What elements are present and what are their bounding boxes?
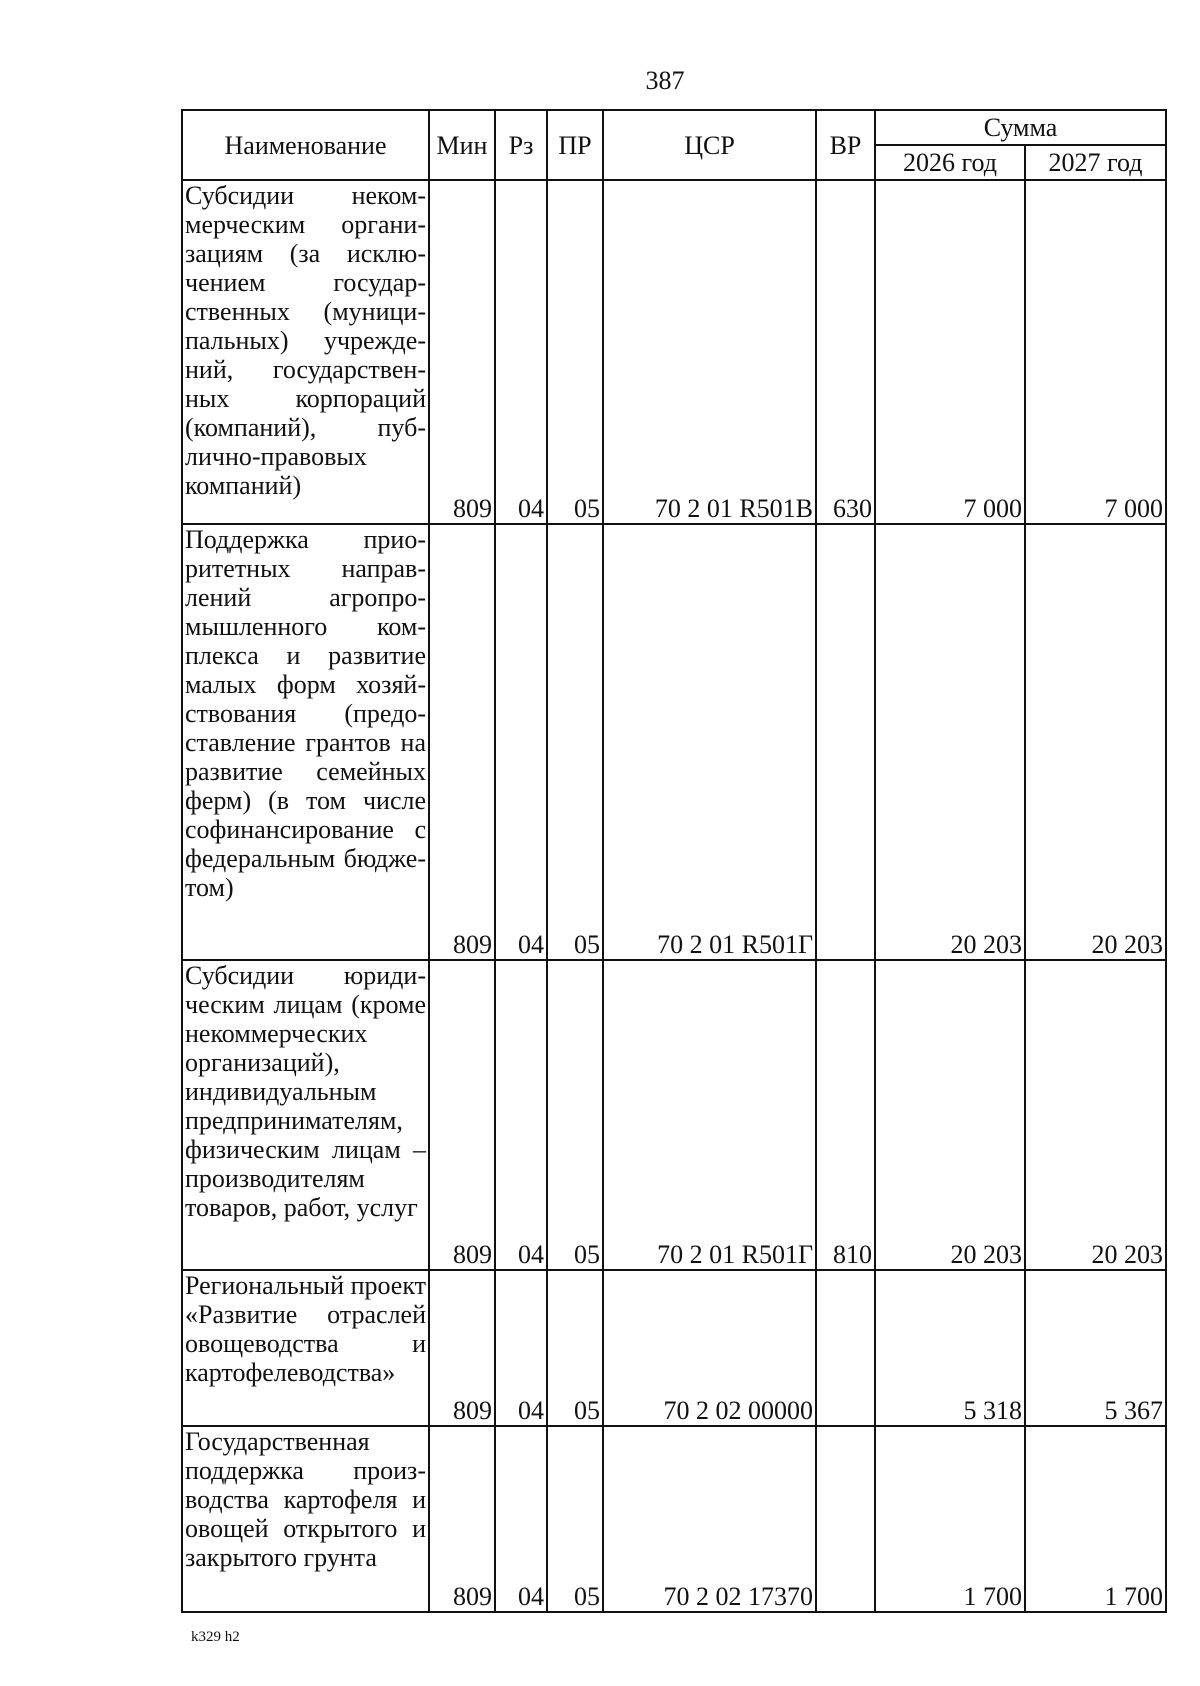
row-csr: 70 2 01 R501В	[603, 180, 816, 524]
row-csr: 70 2 02 17370	[603, 1426, 816, 1612]
row-name: Поддержка приоритетных направлений агропромышленного комплекса и развитие малых форм хозяйствования (предоставление грантов на развитие семейных ферм) (в том числе софинансирование с федеральным бюджетом)	[182, 524, 429, 960]
col-header-pr: ПР	[547, 110, 603, 180]
table-row	[182, 1426, 1166, 1612]
row-vr: 810	[816, 960, 875, 1270]
row-sum-2027: 20 203	[1025, 960, 1166, 1270]
row-sum-2027: 7 000	[1025, 180, 1166, 524]
row-pr: 05	[547, 1270, 603, 1426]
row-csr: 70 2 01 R501Г	[603, 960, 816, 1270]
row-min: 809	[429, 180, 495, 524]
row-rz: 04	[495, 180, 547, 524]
row-sum-2027: 5 367	[1025, 1270, 1166, 1426]
row-vr	[816, 524, 875, 960]
row-vr	[816, 1426, 875, 1612]
col-header-min: Мин	[429, 110, 495, 180]
row-name: Субсидии некоммерческим организациям (за исключением государственных (муниципальных) учреждений, государственных корпораций (компаний), публично-правовых компаний)	[182, 180, 429, 524]
budget-table	[181, 109, 1167, 1613]
row-sum-2027: 20 203	[1025, 524, 1166, 960]
row-name: Субсидии юридическим лицам (кроме некоммерческих организаций), индивидуальным предпринимателям, физическим лицам – производителям товаров, работ, услуг	[182, 960, 429, 1270]
row-min: 809	[429, 1270, 495, 1426]
col-header-vr: ВР	[816, 110, 875, 180]
footer-code: k329 h2	[191, 1629, 240, 1645]
page-number: 387	[645, 66, 685, 95]
row-csr: 70 2 02 00000	[603, 1270, 816, 1426]
table-row	[182, 1270, 1166, 1426]
row-rz: 04	[495, 1270, 547, 1426]
col-header-2026: 2026 год	[875, 145, 1025, 180]
row-rz: 04	[495, 1426, 547, 1612]
row-pr: 05	[547, 524, 603, 960]
row-name: Государственная поддержка производства картофеля и овощей открытого и закрытого грунта	[182, 1426, 429, 1612]
row-pr: 05	[547, 180, 603, 524]
row-sum-2026: 20 203	[875, 524, 1025, 960]
row-sum-2026: 5 318	[875, 1270, 1025, 1426]
row-min: 809	[429, 960, 495, 1270]
col-header-rz: Рз	[495, 110, 547, 180]
row-pr: 05	[547, 1426, 603, 1612]
table-row	[182, 524, 1166, 960]
table-row	[182, 180, 1166, 524]
col-header-sum: Сумма	[875, 110, 1166, 145]
col-header-2027: 2027 год	[1025, 145, 1166, 180]
row-vr: 630	[816, 180, 875, 524]
row-vr	[816, 1270, 875, 1426]
table-row	[182, 960, 1166, 1270]
col-header-name: Наименование	[182, 110, 429, 180]
row-rz: 04	[495, 524, 547, 960]
row-min: 809	[429, 524, 495, 960]
row-name: Региональный проект «Развитие отраслей овощеводства и картофелеводства»	[182, 1270, 429, 1426]
row-sum-2027: 1 700	[1025, 1426, 1166, 1612]
col-header-csr: ЦСР	[603, 110, 816, 180]
row-rz: 04	[495, 960, 547, 1270]
row-min: 809	[429, 1426, 495, 1612]
row-sum-2026: 7 000	[875, 180, 1025, 524]
header-row	[182, 110, 1166, 145]
row-sum-2026: 1 700	[875, 1426, 1025, 1612]
row-pr: 05	[547, 960, 603, 1270]
row-csr: 70 2 01 R501Г	[603, 524, 816, 960]
row-sum-2026: 20 203	[875, 960, 1025, 1270]
